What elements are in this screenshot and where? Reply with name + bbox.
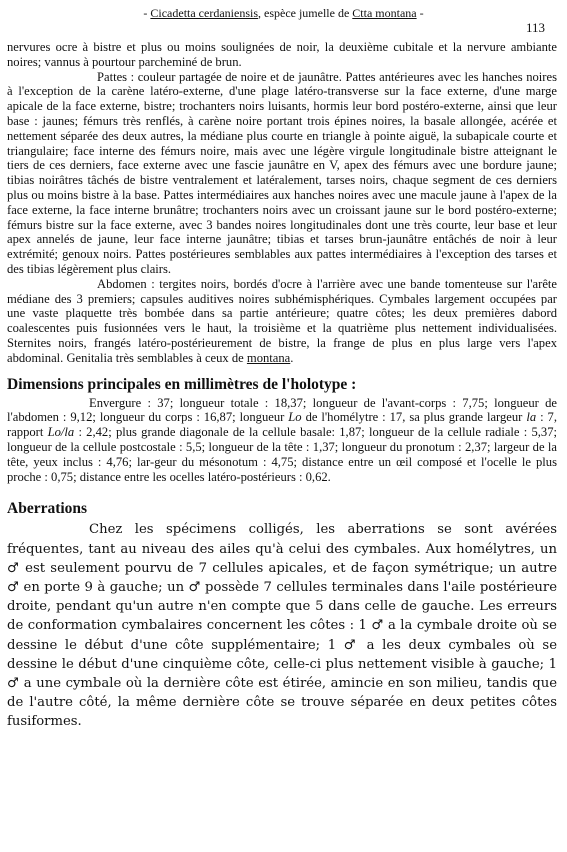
abdomen-species-name: montana (246, 350, 291, 365)
male-symbol-icon: ♂ (7, 675, 20, 691)
running-head-dash-2: - (416, 6, 424, 20)
abdomen-text-end: . (290, 350, 294, 365)
heading-aberrations: Aberrations (7, 500, 88, 518)
paragraph-abdomen (7, 277, 557, 366)
male-symbol-icon: ♂ (188, 579, 201, 595)
aberrations-text: Chez les spécimens colligés, les aberrations se sont avérées fréquentes, tant au niveau des ailes qu'à celui des cymbales. Aux homélytres, un (7, 522, 557, 557)
paragraph-wings-end: nervures ocre à bistre et plus ou moins soulignées de noir, la deuxième cubitale et la nervure ambiante noires; vannus à pourtour parcheminé de brun. (7, 40, 557, 69)
aberrations-text: en porte 9 à gauche; un (19, 579, 189, 595)
page-number: 113 (525, 20, 545, 35)
running-head-species: Cicadetta cerdaniensis (150, 6, 258, 20)
dims-text-c: : 7, rapport (7, 410, 557, 440)
legs-text: Pattes : couleur partagée de noire et de jaunâtre. Pattes antérieures avec les hanches noires à l'exception de la carène latéro-externe, d'une plage latéro-transverse sur la face externe, d'une marge apicale de la face externe, bistre; trochanters noirs luisants, hormis leur bord postéro-externe, ainsi que leur base : jaunes; fémurs très renflés, à carène noire portant trois épines noires, la basale allongée, acérée et nettement séparée des deux autres, la médiane plus courte en triangle à pointe aiguë, la subapicale courte et triangulaire; face interne des fémurs noire, mais avec une légère virgule longitudinale bistre atteignant le tiers de ces derniers, face externe avec une fascie jaunâtre en V, apex des fémurs avec une bordure jaune; tibias noirâtres tâchés de bistre ventralement et latéralement, tarses noirs, chaque segment de ces derniers plus ou moins bistre à la base. Pattes intermédiaires aux hanches noires avec une macule jaune à l'apex de la face externe, la face interne brunâtre; trochanters noirs avec un croissant jaune sur le bord postéro-externe; fémurs bistre sur la face externe, avec 3 bandes noires longitudinales dont une très courte, leur base et leur apex annelés de jaune, leur face interne jaunâtre; tibias et tarses brun-jaunâtre entâchés de noir à leur extrémité; genoux noirs. Pattes postérieures semblables aux pattes intermédiaires à l'exception des tarses et des tibias légèrement plus clairs. (7, 69, 557, 276)
running-head (0, 6, 567, 20)
page-body (7, 40, 557, 732)
heading-dimensions: Dimensions principales en millimètres de l'holotype : (7, 375, 357, 393)
paragraph-aberrations (7, 520, 557, 731)
abdomen-text: Abdomen : tergites noirs, bordés d'ocre à l'arrière avec une bande tomenteuse sur l'arête médiane des 3 premiers; capsules auditives noires subhémisphériques. Cymbales largement occupées par une vaste plaquette très bombée dans sa partie antérieure; quatre côtes; les deux premières dabord coalescentes puis fusionnées vers le haut, la troisième et la quatrième plus nettement individualisées. Sternites noirs, frangés latéro-postérieurement de bistre, la frange de plus en plus large vers l'apex abdominal. Genitalia très semblables à ceux de (7, 276, 557, 365)
aberrations-text: a les deux cymbales où se dessine le début d'une cinquième côte, celle-ci plus nettement visible à gauche; 1 (7, 637, 557, 672)
paragraph-legs (7, 70, 557, 277)
running-head-species-2: Ctta montana (352, 6, 417, 20)
dims-italic-la: la (526, 410, 537, 425)
dims-text-d: : 2,42; plus grande diagonale de la cellule basale: 1,87; longueur de la cellule radiale : 5,37; longueur de la cellule postcostale : 5,5; longueur de la tête : 1,37; longueur du pronotum : 2,37; largeur de la tête, yeux inclus : 4,76; lar-geur du mésonotum : 4,75; distance entre un œil composé et l'ocelle le plus proche : 0,75; distance entre les ocelles latéro-postérieurs : 0,62. (7, 425, 558, 484)
male-symbol-icon: ♂ (7, 579, 20, 595)
aberrations-text: est seulement pourvu de 7 cellules apicales, et de façon symétrique; un autre (19, 560, 558, 576)
dims-italic-ratio: Lo/la (47, 425, 75, 440)
male-symbol-icon: ♂ (7, 560, 20, 576)
running-head-text: , espèce jumelle de (258, 6, 353, 20)
dims-text-b: de l'homélytre : 17, sa plus grande largeur (301, 410, 527, 425)
aberrations-text: a la cymbale droite où se dessine le début d'une côte supplémentaire; 1 (7, 618, 557, 653)
dims-italic-lo: Lo (288, 410, 302, 425)
running-head-dash: - (143, 6, 151, 20)
aberrations-text: a une cymbale où la dernière côte est étirée, amincie en son milieu, tandis que de l'autre côté, la même dernière côte se trouve séparée en deux petites côtes fusiformes. (7, 675, 557, 730)
aberrations-text: possède 7 cellules terminales dans l'aile postérieure droite, pendant qu'un autre n'en compte que 5 dans celle de gauche. Les erreurs de conformation cymbalaires concernent les côtes : 1 (7, 579, 558, 634)
male-symbol-icon: ♂ (371, 618, 384, 634)
dims-text-a: Envergure : 37; longueur totale : 18,37; longueur de l'avant-corps : 7,75; longueur de l'abdomen : 9,12; longueur du corps : 16,87; longueur (7, 395, 557, 425)
male-symbol-icon: ♂ (343, 637, 359, 653)
paragraph-dimensions (7, 396, 557, 485)
